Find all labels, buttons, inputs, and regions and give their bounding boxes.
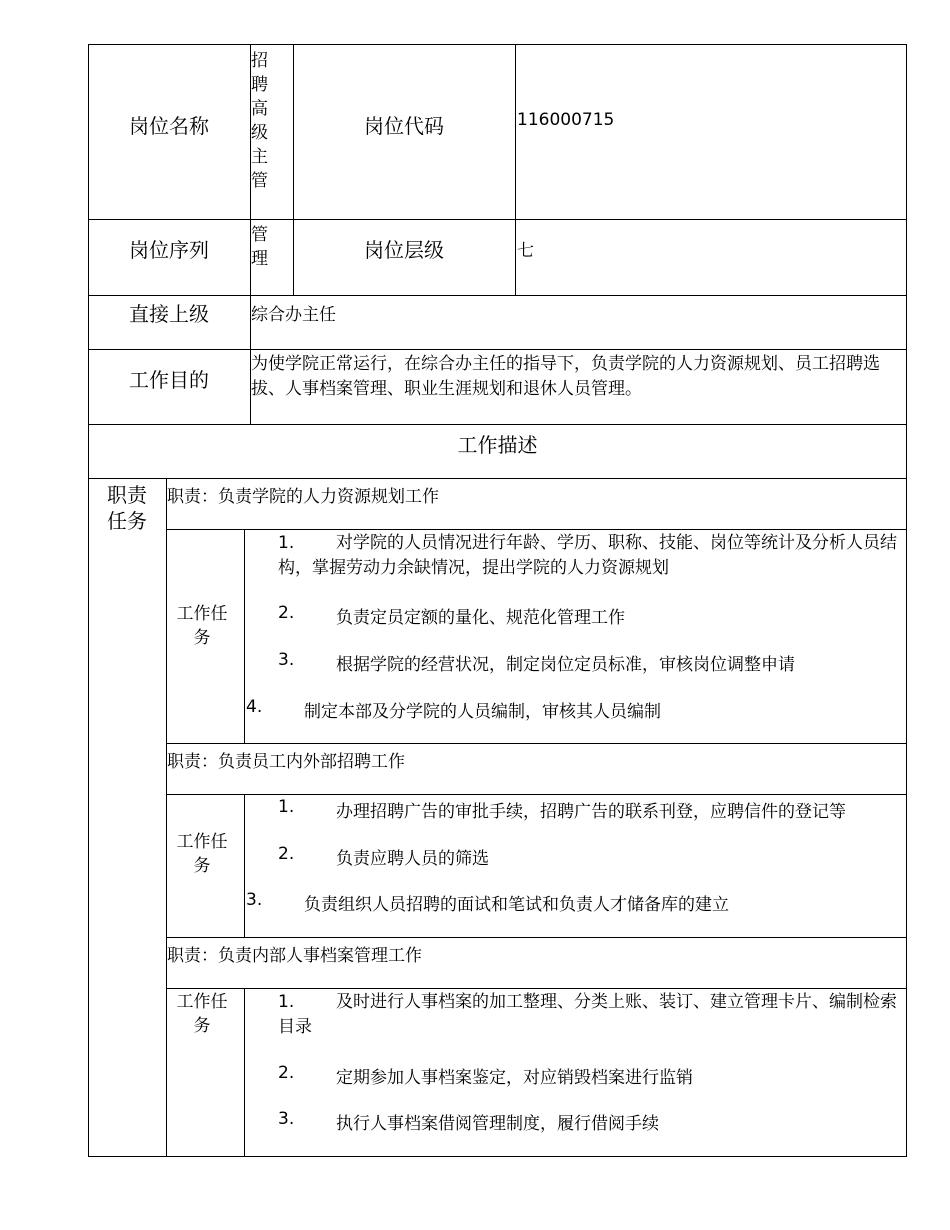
- col-divider: [515, 44, 516, 295]
- task-label: 工作任务: [176, 604, 228, 648]
- col-divider: [244, 988, 245, 1157]
- task-number: 2.: [278, 1063, 295, 1083]
- post-code-label: 岗位代码: [364, 114, 444, 138]
- superior-label: 直接上级: [129, 302, 209, 326]
- duty-title: 职责：负责内部人事档案管理工作: [167, 946, 422, 966]
- task-number: 2.: [278, 844, 295, 864]
- col-divider: [244, 794, 245, 937]
- task-text: 执行人事档案借阅管理制度，履行借阅手续: [336, 1114, 659, 1134]
- task-number: 3.: [278, 1109, 295, 1129]
- post-series-value: 管理: [251, 225, 268, 269]
- row-divider: [88, 295, 907, 296]
- task-number: 2.: [278, 603, 295, 623]
- task-text: 负责应聘人员的筛选: [336, 849, 489, 869]
- task-text: 根据学院的经营状况，制定岗位定员标准，审核岗位调整申请: [336, 655, 795, 675]
- task-text: 制定本部及分学院的人员编制，审核其人员编制: [304, 702, 661, 722]
- row-divider: [88, 478, 907, 479]
- row-divider: [88, 349, 907, 350]
- task-text: 对学院的人员情况进行年龄、学历、职称、技能、岗位等统计及分析人员结构，掌握劳动力余缺情况，提出学院的人力资源规划: [278, 533, 897, 578]
- task-text: 及时进行人事档案的加工整理、分类上账、装订、建立管理卡片、编制检索目录: [278, 992, 897, 1037]
- duties-label: 职责任务: [107, 483, 147, 533]
- task-number: 1.: [278, 992, 295, 1012]
- row-divider: [88, 219, 907, 220]
- task-number: 3.: [246, 890, 263, 910]
- task-text: 负责组织人员招聘的面试和笔试和负责人才储备库的建立: [304, 895, 729, 915]
- task-text: 办理招聘广告的审批手续，招聘广告的联系刊登，应聘信件的登记等: [336, 802, 846, 822]
- post-name-value: 招聘高级主管: [251, 51, 268, 191]
- task-number: 4.: [246, 697, 263, 717]
- task-label: 工作任务: [176, 832, 228, 876]
- post-code-value: 116000715: [517, 110, 615, 130]
- col-divider: [244, 529, 245, 743]
- post-name-label: 岗位名称: [129, 114, 209, 138]
- description-title: 工作描述: [457, 433, 538, 457]
- task-number: 3.: [278, 650, 295, 670]
- superior-value: 综合办主任: [251, 305, 336, 325]
- purpose-label: 工作目的: [129, 368, 209, 392]
- row-divider: [166, 937, 907, 938]
- row-divider: [166, 529, 907, 530]
- row-divider: [166, 794, 907, 795]
- row-divider: [88, 424, 907, 425]
- task-text: 定期参加人事档案鉴定，对应销毁档案进行监销: [336, 1068, 693, 1088]
- purpose-value: 为使学院正常运行，在综合办主任的指导下，负责学院的人力资源规划、员工招聘选拔、人事档案管理、职业生涯规划和退休人员管理。: [251, 354, 880, 399]
- row-divider: [166, 743, 907, 744]
- task-label: 工作任务: [176, 992, 228, 1036]
- duty-title: 职责：负责学院的人力资源规划工作: [167, 487, 439, 507]
- task-number: 1.: [278, 533, 295, 553]
- duty-title: 职责：负责员工内外部招聘工作: [167, 752, 405, 772]
- task-text: 负责定员定额的量化、规范化管理工作: [336, 608, 625, 628]
- post-series-label: 岗位序列: [129, 238, 209, 262]
- post-level-value: 七: [517, 241, 534, 261]
- post-level-label: 岗位层级: [364, 238, 444, 262]
- task-number: 1.: [278, 797, 295, 817]
- row-divider: [166, 988, 907, 989]
- col-divider: [166, 478, 167, 1157]
